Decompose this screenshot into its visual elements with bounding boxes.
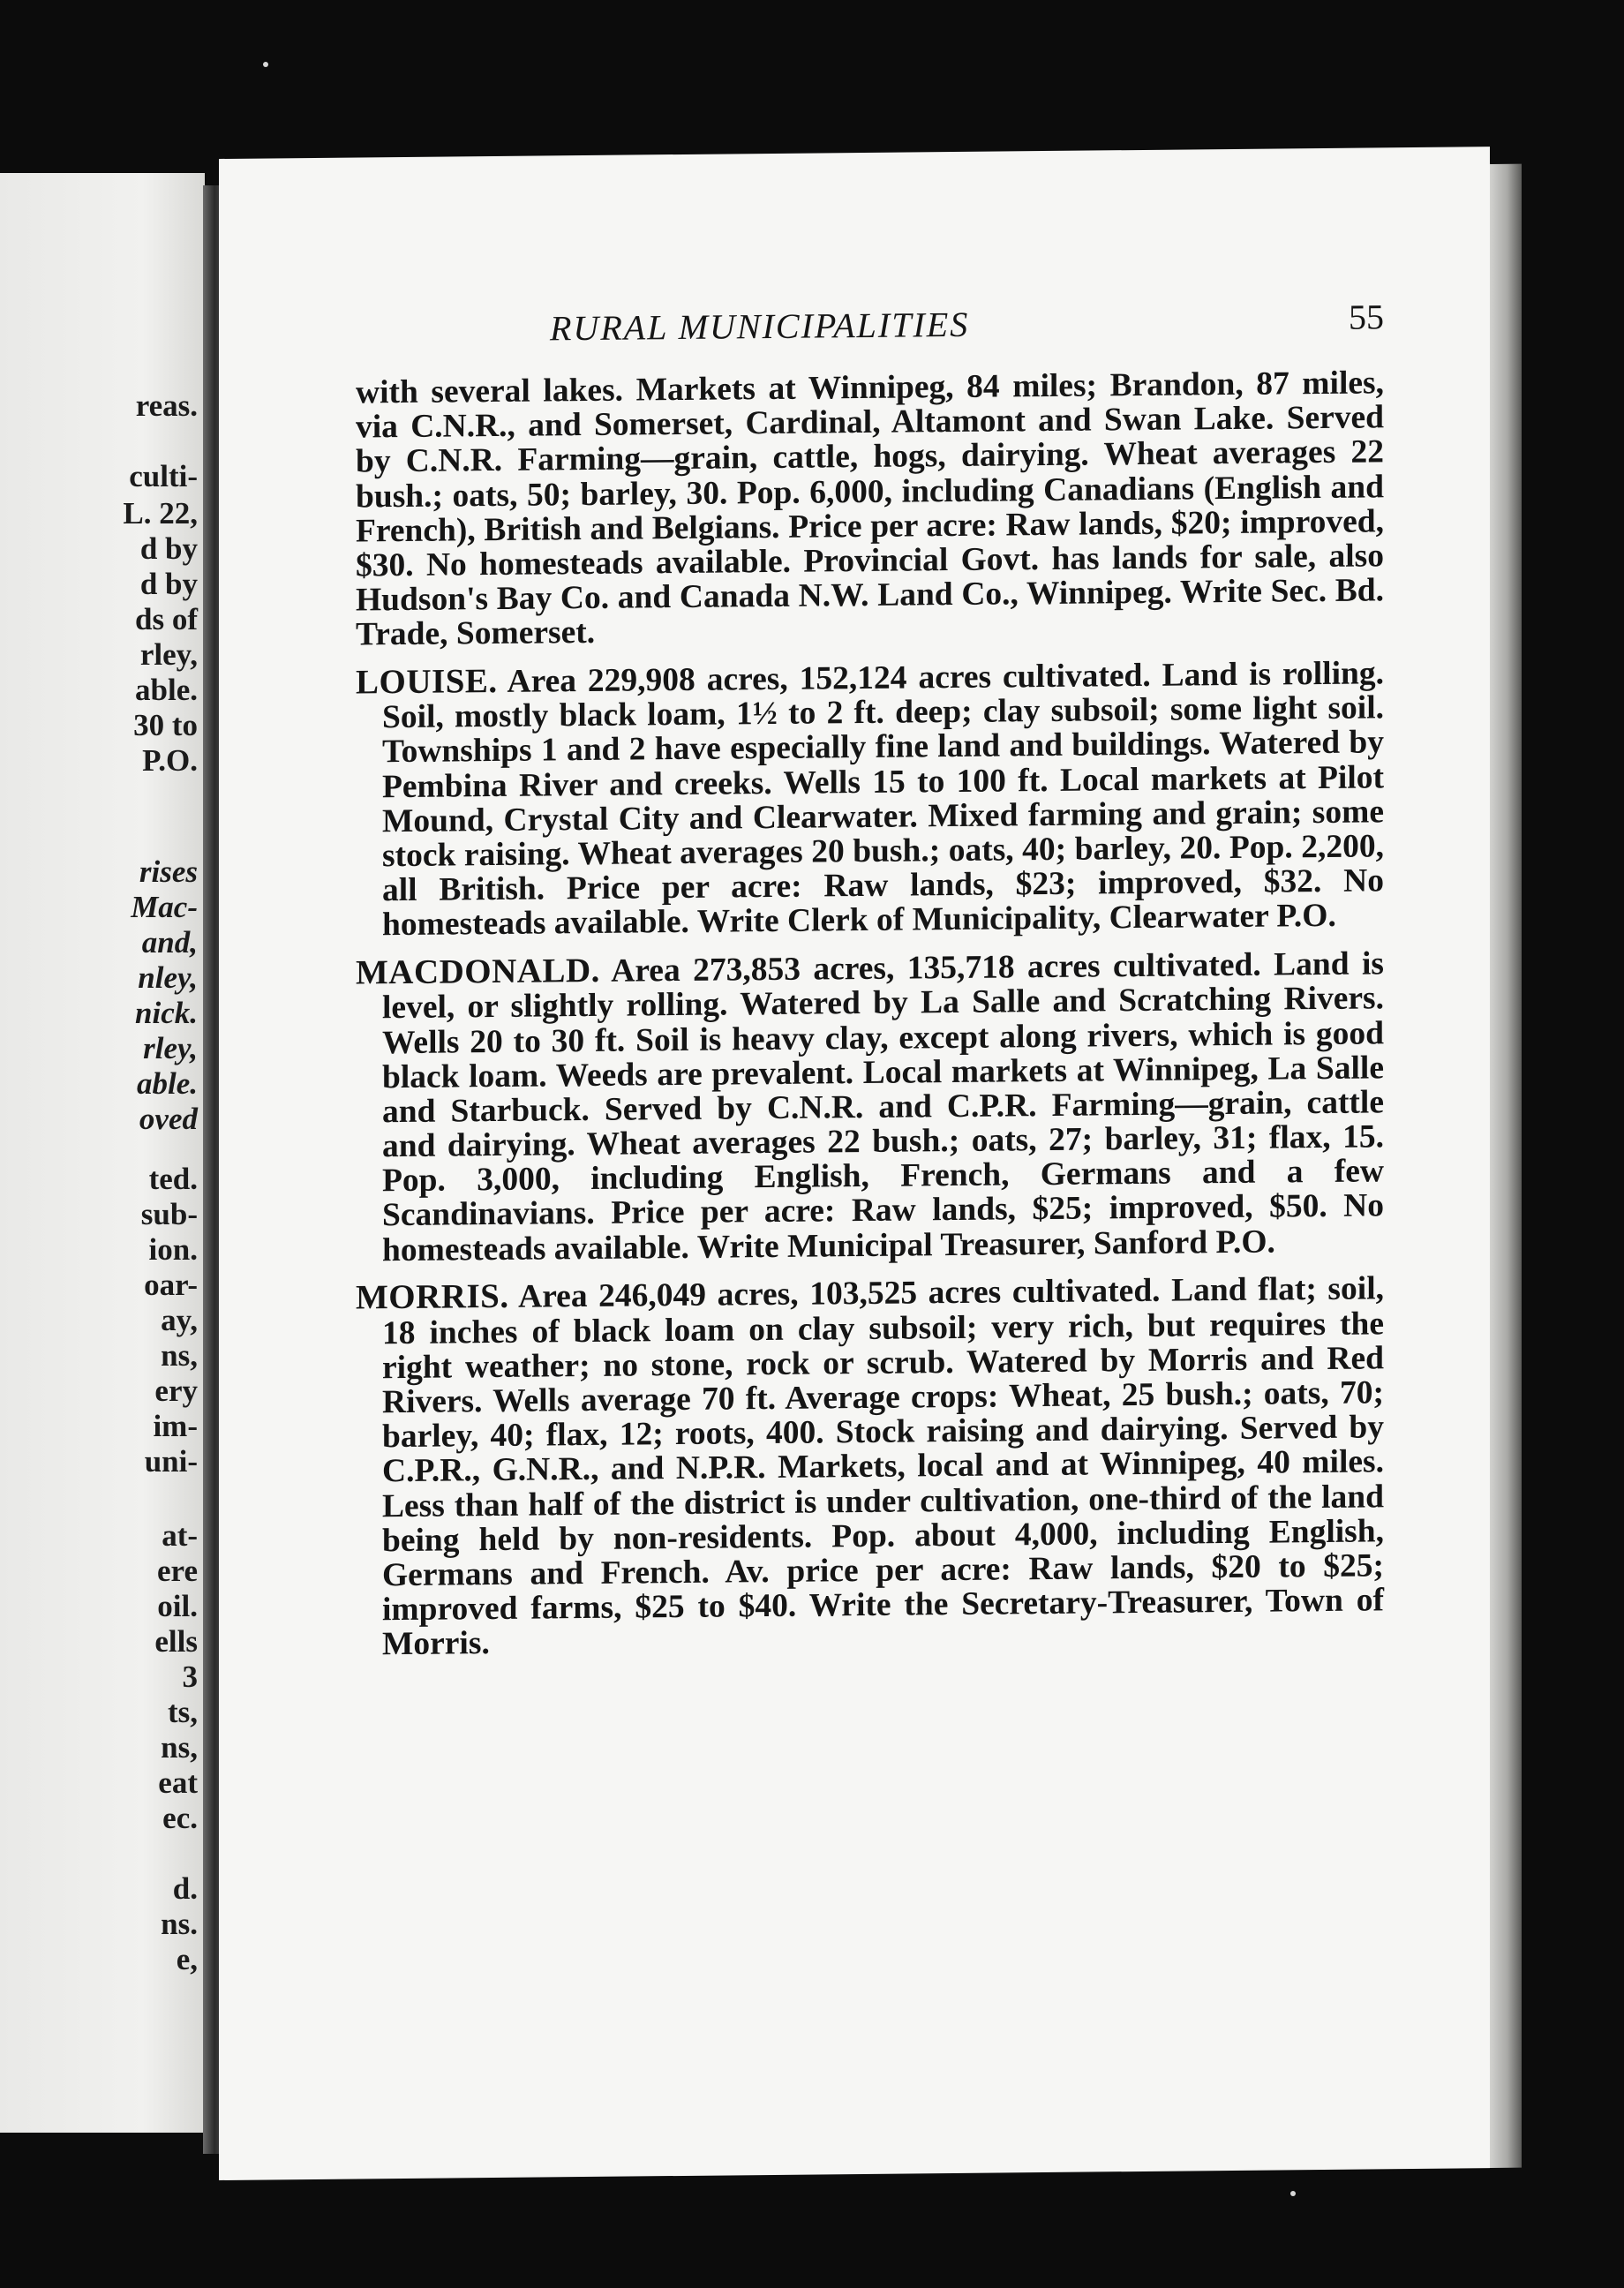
left-page-line: ts, [167,1695,198,1729]
left-page-line: rley, [139,637,198,672]
left-page-line: d by [139,567,198,601]
page-edge [1490,164,1522,2168]
left-page-line: rises [139,854,198,889]
left-page-line: ec. [162,1801,198,1835]
left-page-line: Mac- [131,890,198,924]
left-page-line: rley, [143,1031,198,1065]
left-page-line: L. 22, [123,496,198,531]
left-page-line: oar- [144,1268,198,1302]
left-page-line: nick. [135,996,198,1030]
entry-morris [356,1270,1384,1662]
right-page [219,147,1490,2180]
left-page-line: oved [139,1102,198,1136]
left-page-line: at- [162,1518,198,1553]
entry-text: Area 273,853 acres, 135,718 acres cultivated. Land is level, or slightly rolling. Watered by La Salle and Scratching Rivers. Wells 20 to 30 ft. Soil is heavy clay, except along rivers, which is good black loam. Weeds are prevalent. Local markets at Winnipeg, La Salle and Starbuck. Served by C.N.R. and C.P.R. Farming—grain, cattle and dairying. Wheat averages 22 bush.; oats, 27; barley, 31; flax, 15. Pop. 3,000, including English, French, Germans and a few Scandinavians. Price per acre: Raw lands, $25; improved, $50. No homesteads available. Write Municipal Treasurer, Sanford P.O. [382,945,1384,1268]
left-page-line: able. [136,1066,198,1101]
left-page-line: culti- [129,459,198,493]
left-page-line: ns, [161,1338,198,1373]
entry-name: MACDONALD. [356,951,600,992]
entry-text: Area 246,049 acres, 103,525 acres cultivated. Land flat; soil, 18 inches of black loam on clay subsoil; very rich, but requires the right weather; no stone, rock or scrub. Watered by Morris and Red Rivers. Wells average 70 ft. Average crops: Wheat, 25 bush.; oats, 70; barley, 40; flax, 12; roots, 400. Stock raising and dairying. Served by C.P.R., G.N.R., and N.P.R. Markets, local and at Winnipeg, 40 miles. Less than half of the district is under cultivation, one-third of the land being held by non-residents. Pop. about 4,000, including English, Germans and French. Av. price per acre: Raw lands, $20 to $25; improved farms, $25 to $40. Write the Secretary-Treasurer, Town of Morris. [382,1270,1384,1663]
left-page-line: 3 [182,1660,198,1694]
dust-speck [1290,2191,1296,2196]
left-page-line: ted. [148,1162,198,1196]
left-page-line: d. [172,1871,198,1906]
left-page-line: ns, [161,1730,198,1765]
left-page-line: nley, [138,960,198,995]
page-content [356,297,1384,1675]
left-page-line: ells [154,1624,198,1659]
entry-name: LOUISE. [356,661,498,702]
left-page-line: P.O. [142,743,198,778]
entry-louise [356,655,1384,943]
entry-text: Area 229,908 acres, 152,124 acres cultivated. Land is rolling. Soil, mostly black loam, 1½ to 2 ft. deep; clay subsoil; some light soil. Townships 1 and 2 have especially fine land and buildings. Watered by Pembina River and creeks. Wells 15 to 100 ft. Local markets at Pilot Mound, Crystal City and Clearwater. Mixed farming and grain; some stock raising. Wheat averages 20 bush.; oats, 40; barley, 20. Pop. 2,200, all British. Price per acre: Raw lands, $23; improved, $32. No homesteads available. Write Clerk of Municipality, Clearwater P.O. [382,654,1384,944]
page-number: 55 [1349,297,1384,337]
left-page-line: uni- [144,1444,198,1479]
entry-name: MORRIS. [356,1276,509,1317]
left-page-line: ion. [148,1232,198,1267]
left-page-line: ns. [161,1907,198,1941]
left-page-fragment [0,173,205,2133]
left-page-line: ery [154,1374,198,1408]
left-page-line: im- [153,1409,198,1443]
left-page-line: 30 to [133,708,198,742]
left-page-line: ds of [135,602,198,636]
left-page-line: ere [157,1554,198,1588]
left-page-line: able. [135,673,198,707]
left-page-line: eat [158,1765,198,1800]
running-head [356,297,1384,358]
continuation-paragraph: with several lakes. Markets at Winnipeg, 84 miles; Brandon, 87 miles, via C.N.R., and Somerset, Cardinal, Altamont and Swan Lake. Served by C.N.R. Farming—grain, cattle, hogs, dairying. Wheat averages 22 bush.; oats, 50; barley, 30. Pop. 6,000, including Canadians (English and French), British and Belgians. Price per acre: Raw lands, $20; improved, $30. No homesteads available. Provincial Govt. has lands for sale, also Hudson's Bay Co. and Canada N.W. Land Co., Winnipeg. Write Sec. Bd. Trade, Somerset. [356,365,1384,653]
left-page-line: ay, [161,1303,198,1337]
left-page-line: sub- [140,1197,198,1231]
dust-speck [263,62,268,67]
left-page-line: d by [139,531,198,566]
entry-macdonald [356,945,1384,1268]
left-page-line: reas. [135,388,198,423]
running-title: RURAL MUNICIPALITIES [550,304,970,349]
left-page-line: and, [141,925,198,960]
left-page-line: e, [176,1942,198,1976]
left-page-line: oil. [157,1589,198,1623]
